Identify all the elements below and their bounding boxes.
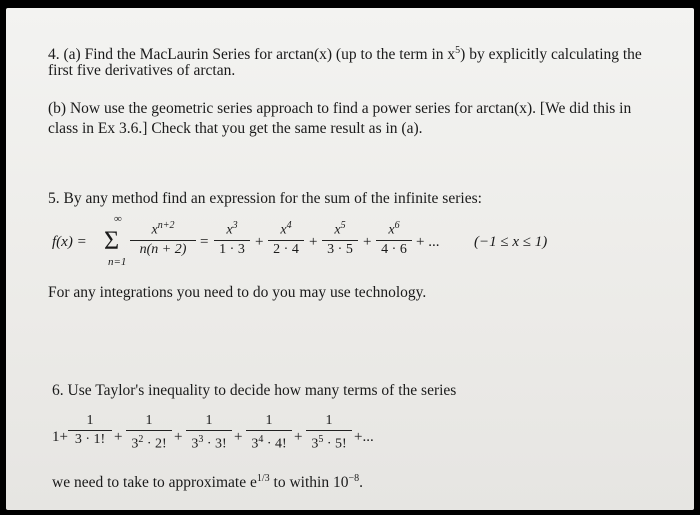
q6-tolerance-exponent: −8 — [348, 473, 360, 484]
q5-plus-1: + — [255, 234, 264, 250]
q6-closing-prefix: we need to take to approximate e — [52, 474, 257, 492]
q4b-line-1: (b) Now use the geometric series approach to find a power series for arctan(x). [We did this in — [48, 100, 632, 117]
q5-general-denominator: n(n + 2) — [139, 241, 187, 257]
q5-general-fraction-bar — [130, 240, 196, 241]
q6-plus-1: + — [114, 429, 123, 445]
q6-plus-3: + — [234, 429, 243, 445]
q5-general-numerator: $x^{n+2}$ — [151, 220, 175, 238]
q5-sum-upper-limit: ∞ — [114, 213, 122, 225]
q4-line-1-text: 4. (a) Find the MacLaurin Series for arctan(x) (up to the term in x — [48, 46, 456, 64]
q6-plus-2: + — [174, 429, 183, 445]
q5-sigma-symbol: Σ — [104, 226, 120, 255]
q5-equals-sign: = — [200, 234, 209, 250]
q6-term-4: 1 $3^4 \cdot 4$! — [246, 413, 292, 453]
q5-lhs: f(x) = — [52, 234, 87, 250]
q6-closing-line — [52, 470, 363, 492]
q5-note: For any integrations you need to do you may use technology. — [48, 284, 427, 301]
q6-term-2: 1 $3^2 \cdot 2$! — [126, 413, 172, 453]
q4-line-1 — [48, 42, 642, 64]
q6-term-3: 1 $3^3 \cdot 3$! — [186, 413, 232, 453]
q5-general-term — [130, 218, 196, 258]
q5-term-2: $x^4$ 2 · 4 — [268, 218, 304, 258]
q6-intro: 6. Use Taylor's inequality to decide how many terms of the series — [52, 382, 457, 399]
q5-sum-lower-limit: n=1 — [108, 256, 127, 268]
q6-e-exponent: 1/3 — [256, 473, 270, 484]
q5-series-tail: + ... — [416, 234, 440, 250]
q5-term-4: $x^6$ 4 · 6 — [376, 218, 412, 258]
q5-intro: 5. By any method find an expression for the sum of the infinite series: — [48, 190, 482, 207]
q4-line-2: first five derivatives of arctan. — [48, 62, 236, 79]
q6-leading-term: 1+ — [52, 429, 68, 445]
q5-plus-3: + — [363, 234, 372, 250]
q4b-line-2: class in Ex 3.6.] Check that you get the same result as in (a). — [48, 120, 423, 137]
q5-term-1: $x^3$ 1 · 3 — [214, 218, 250, 258]
q4-line-1-exponent: 5 — [455, 45, 461, 56]
q6-term-5: 1 $3^5 \cdot 5$! — [306, 413, 352, 453]
q6-term-1: 1 3 · 1! — [68, 413, 112, 448]
q6-series-tail: +... — [354, 429, 374, 445]
q5-domain: (−1 ≤ x ≤ 1) — [474, 234, 548, 250]
q4-line-1-end: ) by explicitly calculating the — [460, 46, 642, 64]
q6-plus-4: + — [294, 429, 303, 445]
q5-term-3: $x^5$ 3 · 5 — [322, 218, 358, 258]
q6-closing-middle: to within 10 — [269, 474, 349, 492]
q6-closing-suffix: . — [359, 474, 363, 492]
worksheet-page — [6, 8, 694, 510]
q5-plus-2: + — [309, 234, 318, 250]
